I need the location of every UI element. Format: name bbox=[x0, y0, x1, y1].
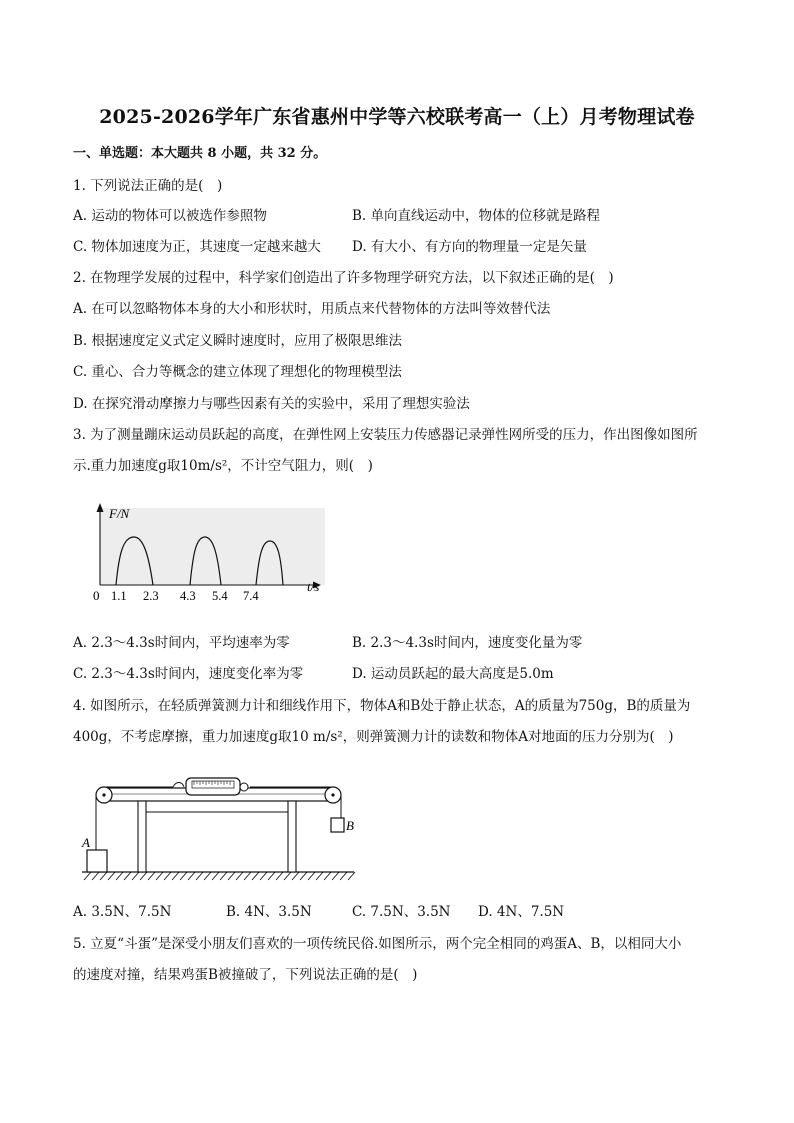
tick-label: 1.1 bbox=[111, 589, 127, 603]
question-2-option-d[interactable]: D. 在探究滑动摩擦力与哪些因素有关的实验中，采用了理想实验法 bbox=[73, 396, 470, 412]
question-1-option-c[interactable]: C. 物体加速度为正，其速度一定越来越大 bbox=[73, 239, 321, 255]
question-5-stem-line1: 5. 立夏“斗蛋”是深受小朋友们喜欢的一项传统民俗.如图所示，两个完全相同的鸡蛋A、B，以相同大小 bbox=[73, 936, 682, 952]
question-1-option-b[interactable]: B. 单向直线运动中，物体的位移就是路程 bbox=[352, 208, 601, 224]
section-heading: 一、单选题：本大题共 8 小题，共 32 分。 bbox=[73, 146, 327, 161]
question-2-stem: 2. 在物理学发展的过程中，科学家们创造出了许多物理学研究方法，以下叙述正确的是( ) bbox=[73, 270, 614, 286]
question-1-stem: 1. 下列说法正确的是( ) bbox=[73, 178, 223, 194]
question-3-option-a[interactable]: A. 2.3～4.3s时间内，平均速率为零 bbox=[73, 635, 290, 651]
question-2-option-b[interactable]: B. 根据速度定义式定义瞬时速度时，应用了极限思维法 bbox=[73, 333, 403, 349]
question-3-option-d[interactable]: D. 运动员跃起的最大高度是5.0m bbox=[352, 666, 554, 682]
question-3-stem-line2: 示.重力加速度g取10m/s²，不计空气阻力，则( ) bbox=[73, 458, 373, 474]
question-2-option-a[interactable]: A. 在可以忽略物体本身的大小和形状时，用质点来代替物体的方法叫等效替代法 bbox=[73, 301, 551, 317]
left-pulley-axle bbox=[102, 793, 105, 796]
block-a bbox=[87, 850, 107, 872]
tick-label: 2.3 bbox=[143, 589, 159, 603]
question-1-option-d[interactable]: D. 有大小、有方向的物理量一定是矢量 bbox=[352, 239, 587, 255]
question-1-option-a[interactable]: A. 运动的物体可以被选作参照物 bbox=[73, 208, 267, 224]
tick-label: 7.4 bbox=[243, 589, 259, 603]
y-axis-label: F/N bbox=[109, 506, 130, 521]
question-4-stem-line1: 4. 如图所示，在轻质弹簧测力计和细线作用下，物体A和B处于静止状态，A的质量为750g，B的质量为 bbox=[73, 698, 691, 714]
graph-background bbox=[100, 508, 325, 585]
question-4-stem-line2: 400g，不考虑摩擦，重力加速度g取10 m/s²，则弹簧测力计的读数和物体A对地面的压力分别为( ) bbox=[73, 729, 674, 745]
force-time-graph bbox=[88, 500, 338, 606]
y-axis-arrow-icon bbox=[97, 503, 104, 512]
question-2-option-c[interactable]: C. 重心、合力等概念的建立体现了理想化的物理模型法 bbox=[73, 364, 402, 380]
graph-origin: 0 bbox=[93, 588, 100, 603]
question-4-option-d[interactable]: D. 4N、7.5N bbox=[478, 904, 565, 920]
tick-label: 5.4 bbox=[212, 589, 228, 603]
question-3-stem-line1: 3. 为了测量蹦床运动员跃起的高度，在弹性网上安装压力传感器记录弹性网所受的压力，作出图像如图所 bbox=[73, 427, 698, 443]
x-axis-label: t/s bbox=[307, 579, 320, 594]
ground bbox=[82, 872, 355, 880]
right-pulley-axle bbox=[331, 793, 334, 796]
label-a: A bbox=[82, 835, 90, 850]
question-3-option-c[interactable]: C. 2.3～4.3s时间内，速度变化率为零 bbox=[73, 666, 304, 682]
question-5-stem-line2: 的速度对撞，结果鸡蛋B被撞破了，下列说法正确的是( ) bbox=[73, 967, 418, 983]
question-4-option-b[interactable]: B. 4N、3.5N bbox=[226, 904, 312, 920]
table bbox=[106, 788, 330, 872]
question-4-option-c[interactable]: C. 7.5N、3.5N bbox=[352, 904, 451, 920]
page-title: 2025-2026学年广东省惠州中学等六校联考高一（上）月考物理试卷 bbox=[99, 106, 695, 128]
tick-label: 4.3 bbox=[180, 589, 196, 603]
question-3-option-b[interactable]: B. 2.3～4.3s时间内，速度变化量为零 bbox=[352, 635, 583, 651]
label-b: B bbox=[346, 818, 354, 833]
spring-scale-apparatus bbox=[78, 768, 363, 886]
block-b bbox=[331, 818, 344, 832]
question-4-option-a[interactable]: A. 3.5N、7.5N bbox=[73, 904, 172, 920]
